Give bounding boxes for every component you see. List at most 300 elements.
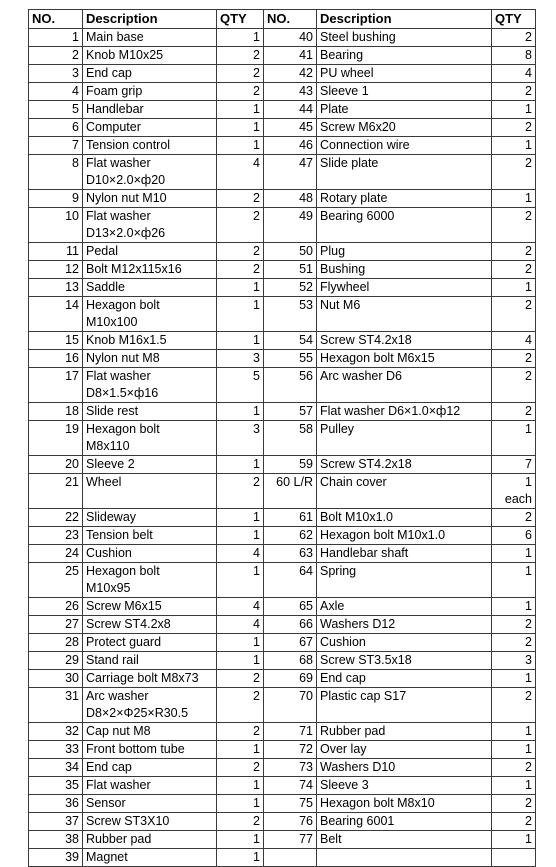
table-row [29, 723, 536, 741]
part-description-left-line: Handlebar [86, 102, 144, 116]
part-qty-right [492, 190, 536, 208]
part-description-right [317, 813, 492, 831]
part-qty-right-line: 4 [525, 333, 532, 347]
part-qty-right-line: 2 [525, 760, 532, 774]
part-number-right: 65 [264, 598, 317, 616]
part-number-left: 30 [29, 670, 83, 688]
part-description-left-line: Tension belt [86, 528, 153, 542]
part-description-left-line: Stand rail [86, 653, 139, 667]
part-description-right [317, 297, 492, 332]
part-qty-left: 2 [217, 688, 264, 723]
part-number-left: 20 [29, 456, 83, 474]
part-qty-right [492, 29, 536, 47]
part-description-left [83, 243, 217, 261]
part-description-left [83, 777, 217, 795]
part-qty-right [492, 261, 536, 279]
part-qty-right [492, 563, 536, 598]
part-qty-left: 2 [217, 474, 264, 509]
part-number-right: 40 [264, 29, 317, 47]
part-description-right [317, 47, 492, 65]
part-description-right-line: Screw M6x20 [320, 120, 396, 134]
part-description-right [317, 83, 492, 101]
part-description-left-line: End cap [86, 760, 132, 774]
part-description-right [317, 598, 492, 616]
part-description-left [83, 509, 217, 527]
part-description-right-line: End cap [320, 671, 366, 685]
part-description-left-line: Hexagon bolt [86, 298, 160, 312]
part-qty-right-line: 1 [525, 138, 532, 152]
part-description-left [83, 208, 217, 243]
part-qty-right [492, 670, 536, 688]
part-qty-left: 1 [217, 527, 264, 545]
part-description-right [317, 101, 492, 119]
part-qty-right-line: 2 [525, 404, 532, 418]
table-row [29, 83, 536, 101]
part-qty-right-line: 2 [525, 510, 532, 524]
part-number-right: 62 [264, 527, 317, 545]
part-description-right-line: Pulley [320, 422, 355, 436]
part-qty-left: 1 [217, 849, 264, 867]
part-number-right: 66 [264, 616, 317, 634]
part-description-right [317, 261, 492, 279]
part-description-right [317, 634, 492, 652]
part-number-right: 41 [264, 47, 317, 65]
part-number-left: 23 [29, 527, 83, 545]
part-number-left: 25 [29, 563, 83, 598]
part-number-right: 71 [264, 723, 317, 741]
part-description-right-line: Over lay [320, 742, 367, 756]
part-qty-left: 1 [217, 831, 264, 849]
part-qty-left: 1 [217, 634, 264, 652]
part-description-right [317, 137, 492, 155]
table-row [29, 688, 536, 723]
part-number-right: 50 [264, 243, 317, 261]
part-qty-right-line: 2 [525, 351, 532, 365]
part-number-right: 52 [264, 279, 317, 297]
part-number-left: 8 [29, 155, 83, 190]
part-number-left: 15 [29, 332, 83, 350]
part-description-left-line: Rubber pad [86, 832, 152, 846]
part-description-right [317, 777, 492, 795]
part-description-right [317, 688, 492, 723]
part-qty-right-line: 3 [525, 653, 532, 667]
part-description-right [317, 616, 492, 634]
part-description-right-line: Nut M6 [320, 298, 361, 312]
part-description-left [83, 813, 217, 831]
part-description-right [317, 65, 492, 83]
part-description-left-line: Protect guard [86, 635, 162, 649]
table-row [29, 741, 536, 759]
part-description-left [83, 261, 217, 279]
part-description-left [83, 456, 217, 474]
part-qty-left: 2 [217, 83, 264, 101]
part-description-left [83, 795, 217, 813]
part-description-left [83, 652, 217, 670]
part-description-left [83, 634, 217, 652]
part-description-left [83, 332, 217, 350]
part-description-left-line: Flat washer [86, 209, 151, 223]
part-number-left: 26 [29, 598, 83, 616]
part-qty-right [492, 208, 536, 243]
part-number-left: 1 [29, 29, 83, 47]
part-qty-right [492, 723, 536, 741]
part-number-right: 64 [264, 563, 317, 598]
part-qty-left: 2 [217, 243, 264, 261]
part-description-right-line: Screw ST4.2x18 [320, 457, 412, 471]
part-qty-left: 1 [217, 795, 264, 813]
part-description-right [317, 474, 492, 509]
part-description-right-line: Bushing [320, 262, 366, 276]
part-qty-right [492, 509, 536, 527]
table-row [29, 65, 536, 83]
part-description-left [83, 403, 217, 421]
part-description-right [317, 332, 492, 350]
part-qty-right [492, 688, 536, 723]
part-description-left-line: Slideway [86, 510, 137, 524]
part-qty-left: 1 [217, 563, 264, 598]
part-qty-left: 2 [217, 759, 264, 777]
part-description-left [83, 101, 217, 119]
part-qty-right-line: 2 [525, 262, 532, 276]
part-number-right: 53 [264, 297, 317, 332]
part-qty-right [492, 403, 536, 421]
part-number-right: 45 [264, 119, 317, 137]
part-number-left: 2 [29, 47, 83, 65]
table-row [29, 598, 536, 616]
part-description-left-line: Magnet [86, 850, 128, 864]
part-qty-right-line: 1 [525, 102, 532, 116]
part-number-left: 19 [29, 421, 83, 456]
table-row [29, 29, 536, 47]
part-description-left-line: Flat washer [86, 369, 151, 383]
part-number-left: 35 [29, 777, 83, 795]
part-description-right-line: Bolt M10x1.0 [320, 510, 393, 524]
part-description-left-line: Foam grip [86, 84, 143, 98]
part-description-left-line: D8×2×Φ25×R30.5 [86, 706, 189, 720]
part-number-right: 55 [264, 350, 317, 368]
part-qty-right-line: 8 [525, 48, 532, 62]
part-description-right-line: Plate [320, 102, 349, 116]
part-qty-right [492, 759, 536, 777]
part-description-right [317, 545, 492, 563]
part-number-right: 47 [264, 155, 317, 190]
part-qty-left: 1 [217, 297, 264, 332]
part-number-left: 27 [29, 616, 83, 634]
part-description-left [83, 759, 217, 777]
part-qty-left: 1 [217, 279, 264, 297]
header-qty-right: QTY [492, 10, 536, 29]
part-qty-right-line: 2 [525, 120, 532, 134]
part-qty-left: 1 [217, 137, 264, 155]
part-description-right-line: Cushion [320, 635, 366, 649]
part-description-right-line: Rotary plate [320, 191, 388, 205]
part-qty-left: 2 [217, 47, 264, 65]
table-row [29, 474, 536, 509]
part-description-left [83, 474, 217, 509]
part-qty-left: 2 [217, 261, 264, 279]
part-qty-right [492, 101, 536, 119]
part-description-left-line: Sensor [86, 796, 126, 810]
part-description-right [317, 350, 492, 368]
table-row [29, 101, 536, 119]
part-qty-right-line: 1 [525, 422, 532, 436]
part-description-right-line: Axle [320, 599, 345, 613]
part-description-left-line: Flat washer [86, 156, 151, 170]
part-qty-right [492, 813, 536, 831]
table-row [29, 155, 536, 190]
part-qty-right [492, 155, 536, 190]
part-qty-right-line: 2 [525, 298, 532, 312]
part-description-right [317, 421, 492, 456]
part-number-left: 12 [29, 261, 83, 279]
part-qty-right [492, 741, 536, 759]
part-description-right [317, 527, 492, 545]
part-number-right: 76 [264, 813, 317, 831]
part-number-left: 7 [29, 137, 83, 155]
part-qty-right [492, 368, 536, 403]
part-number-right: 72 [264, 741, 317, 759]
part-qty-right [492, 243, 536, 261]
part-number-right: 48 [264, 190, 317, 208]
part-description-left-line: Cushion [86, 546, 132, 560]
part-number-left: 16 [29, 350, 83, 368]
part-qty-right-line: 2 [525, 244, 532, 258]
part-description-right [317, 190, 492, 208]
part-qty-right-line: each [504, 492, 532, 506]
part-description-right [317, 243, 492, 261]
part-number-right: 75 [264, 795, 317, 813]
table-body [29, 29, 536, 867]
part-number-left: 36 [29, 795, 83, 813]
table-row [29, 670, 536, 688]
part-number-left: 17 [29, 368, 83, 403]
part-qty-right-line: 1 [525, 778, 532, 792]
part-qty-left: 4 [217, 598, 264, 616]
part-qty-right-line: 1 [525, 832, 532, 846]
table-row [29, 563, 536, 598]
part-description-left-line: Hexagon bolt [86, 422, 160, 436]
table-row [29, 456, 536, 474]
part-qty-right [492, 634, 536, 652]
part-description-right [317, 119, 492, 137]
part-qty-right-line: 2 [525, 369, 532, 383]
part-number-right: 46 [264, 137, 317, 155]
table-row [29, 634, 536, 652]
header-no-left: NO. [29, 10, 83, 29]
part-description-left-line: Tension control [86, 138, 171, 152]
table-row [29, 368, 536, 403]
part-qty-left: 1 [217, 29, 264, 47]
part-description-left [83, 119, 217, 137]
part-number-left: 37 [29, 813, 83, 831]
part-number-left: 28 [29, 634, 83, 652]
part-qty-right-line: 1 [525, 564, 532, 578]
part-description-left [83, 688, 217, 723]
part-qty-right [492, 421, 536, 456]
part-description-right [317, 652, 492, 670]
part-number-left: 24 [29, 545, 83, 563]
part-description-left [83, 616, 217, 634]
part-description-right [317, 563, 492, 598]
part-qty-right-line: 1 [525, 724, 532, 738]
part-qty-right-line: 1 [525, 671, 532, 685]
table-row [29, 616, 536, 634]
part-number-right: 54 [264, 332, 317, 350]
part-number-right: 57 [264, 403, 317, 421]
part-number-right: 70 [264, 688, 317, 723]
part-description-left [83, 29, 217, 47]
part-qty-right [492, 350, 536, 368]
part-description-left-line: M10x100 [86, 315, 138, 329]
part-description-right-line: Handlebar shaft [320, 546, 409, 560]
part-description-left-line: Slide rest [86, 404, 139, 418]
table-row [29, 759, 536, 777]
part-description-left-line: M8x110 [86, 439, 130, 453]
part-qty-right-line: 2 [525, 617, 532, 631]
part-qty-left: 1 [217, 403, 264, 421]
table-row [29, 813, 536, 831]
part-qty-right [492, 47, 536, 65]
part-qty-left: 2 [217, 813, 264, 831]
part-qty-left: 4 [217, 155, 264, 190]
table-row [29, 795, 536, 813]
part-description-left-line: Screw M6x15 [86, 599, 162, 613]
table-row [29, 190, 536, 208]
part-description-left-line: Nylon nut M10 [86, 191, 167, 205]
table-row [29, 279, 536, 297]
part-qty-left: 2 [217, 190, 264, 208]
part-number-right: 77 [264, 831, 317, 849]
part-number-right: 51 [264, 261, 317, 279]
part-qty-right [492, 849, 536, 867]
part-qty-right-line: 1 [525, 191, 532, 205]
part-description-left [83, 421, 217, 456]
table-row [29, 652, 536, 670]
part-number-right: 49 [264, 208, 317, 243]
table-row [29, 527, 536, 545]
part-description-right-line: Steel bushing [320, 30, 396, 44]
part-description-left-line: Screw ST3X10 [86, 814, 170, 828]
part-qty-right-line: 2 [525, 156, 532, 170]
part-qty-left: 1 [217, 456, 264, 474]
part-qty-right [492, 545, 536, 563]
part-qty-left: 2 [217, 723, 264, 741]
part-description-left-line: Nylon nut M8 [86, 351, 160, 365]
part-qty-right [492, 83, 536, 101]
part-description-left-line: Main base [86, 30, 144, 44]
part-qty-right [492, 119, 536, 137]
part-description-left-line: Arc washer [86, 689, 149, 703]
part-qty-right [492, 616, 536, 634]
part-description-right-line: Plug [320, 244, 346, 258]
part-number-left: 18 [29, 403, 83, 421]
table-row [29, 208, 536, 243]
part-number-right: 56 [264, 368, 317, 403]
part-description-left-line: D10×2.0×ф20 [86, 173, 166, 187]
part-description-right [317, 795, 492, 813]
part-description-right [317, 509, 492, 527]
table-row [29, 297, 536, 332]
part-description-left-line: Saddle [86, 280, 125, 294]
part-number-left: 13 [29, 279, 83, 297]
part-description-right-line: Slide plate [320, 156, 379, 170]
table-row [29, 350, 536, 368]
part-description-right [317, 849, 492, 867]
part-qty-right [492, 65, 536, 83]
part-description-left [83, 279, 217, 297]
part-description-right [317, 403, 492, 421]
part-number-left: 39 [29, 849, 83, 867]
part-description-left [83, 741, 217, 759]
part-qty-left: 1 [217, 509, 264, 527]
part-number-right: 61 [264, 509, 317, 527]
part-number-right: 63 [264, 545, 317, 563]
part-description-left-line: M10x95 [86, 581, 131, 595]
table-row [29, 137, 536, 155]
part-description-right-line: Screw ST4.2x18 [320, 333, 412, 347]
part-qty-right [492, 527, 536, 545]
part-description-right [317, 741, 492, 759]
part-description-right-line: PU wheel [320, 66, 374, 80]
part-number-right: 68 [264, 652, 317, 670]
part-description-right [317, 723, 492, 741]
part-description-left [83, 598, 217, 616]
part-number-right: 69 [264, 670, 317, 688]
part-description-left [83, 723, 217, 741]
part-number-left: 29 [29, 652, 83, 670]
part-description-left [83, 563, 217, 598]
part-qty-left: 1 [217, 332, 264, 350]
part-description-right-line: Connection wire [320, 138, 410, 152]
header-row [29, 10, 536, 29]
part-description-right-line: Spring [320, 564, 357, 578]
part-number-left: 3 [29, 65, 83, 83]
part-qty-left: 1 [217, 101, 264, 119]
part-description-left [83, 545, 217, 563]
part-qty-right [492, 456, 536, 474]
part-description-right [317, 456, 492, 474]
part-qty-right-line: 1 [525, 599, 532, 613]
part-qty-right-line: 2 [525, 814, 532, 828]
header-description-right: Description [317, 10, 492, 29]
part-number-right: 43 [264, 83, 317, 101]
part-description-left-line: Computer [86, 120, 141, 134]
part-description-left [83, 137, 217, 155]
part-description-right [317, 29, 492, 47]
part-qty-right-line: 2 [525, 209, 532, 223]
part-description-right [317, 831, 492, 849]
part-description-right-line: Hexagon bolt M8x10 [320, 796, 435, 810]
part-description-right [317, 759, 492, 777]
part-description-left-line: D13×2.0×ф26 [86, 226, 166, 240]
part-description-right-line: Bearing 6001 [320, 814, 395, 828]
part-description-right [317, 279, 492, 297]
table-row [29, 47, 536, 65]
part-number-right: 59 [264, 456, 317, 474]
part-description-left-line: Cap nut M8 [86, 724, 151, 738]
part-qty-left: 2 [217, 208, 264, 243]
table-row [29, 509, 536, 527]
part-number-left: 10 [29, 208, 83, 243]
part-qty-right-line: 2 [525, 30, 532, 44]
part-description-right-line: Plastic cap S17 [320, 689, 407, 703]
part-description-right-line: Bearing [320, 48, 364, 62]
part-qty-right-line: 1 [525, 546, 532, 560]
part-qty-right [492, 598, 536, 616]
part-qty-right-line: 2 [525, 796, 532, 810]
part-description-right [317, 208, 492, 243]
part-description-right-line: Bearing 6000 [320, 209, 395, 223]
